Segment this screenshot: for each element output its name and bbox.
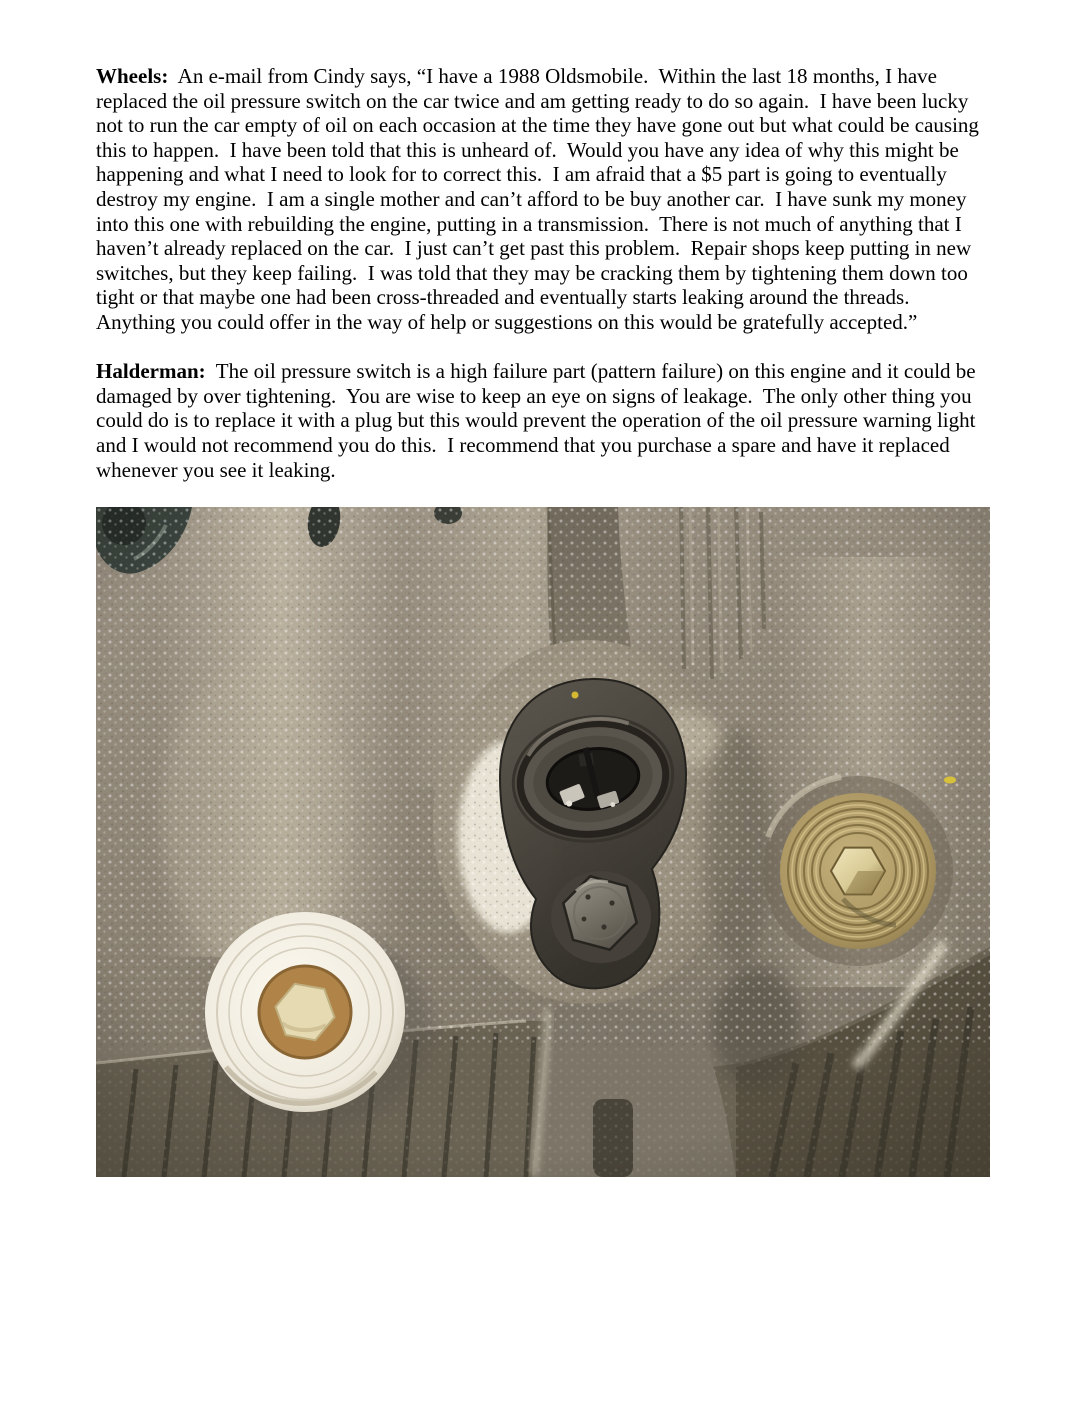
- wheels-label: Wheels:: [96, 64, 169, 88]
- engine-photo: [96, 507, 990, 1177]
- halderman-label: Halderman:: [96, 359, 206, 384]
- wheels-paragraph: [96, 64, 990, 335]
- photo-vignette: [96, 507, 990, 1177]
- wheels-text: An e-mail from Cindy says, “I have a 1988 Oldsmobile. Within the last 18 months, I have replaced the oil pressure switch on the car twice and am getting ready to do so again. I have been lucky not to run the car empty of oil on each occasion at the time they have gone out but what could be causing this to happen. I have been told that this is unheard of. Would you have any idea of why this might be happening and what I need to look for to correct this. I am afraid that a $5 part is going to eventually destroy my engine. I am a single mother and can’t afford to be buy another car. I have sunk my money into this one with rebuilding the engine, putting in a transmission. There is not much of anything that I haven’t already replaced on the car. I just can’t get past this problem. Repair shops keep putting in new switches, but they keep failing. I was told that they may be cracking them by tightening them down too tight or that maybe one had been cross-threaded and eventually starts leaking around the threads. Anything you could offer in the way of help or suggestions on this would be gratefully accepted.”: [96, 64, 985, 334]
- halderman-paragraph: [96, 359, 990, 482]
- halderman-text: The oil pressure switch is a high failure part (pattern failure) on this engine and it could be damaged by over tightening. You are wise to keep an eye on signs of leakage. The only other thing you could do is to replace it with a plug but this would prevent the operation of the oil pressure warning light and I would not recommend you do this. I recommend that you purchase a spare and have it replaced whenever you see it leaking.: [96, 359, 981, 482]
- engine-photo-svg: [96, 507, 990, 1177]
